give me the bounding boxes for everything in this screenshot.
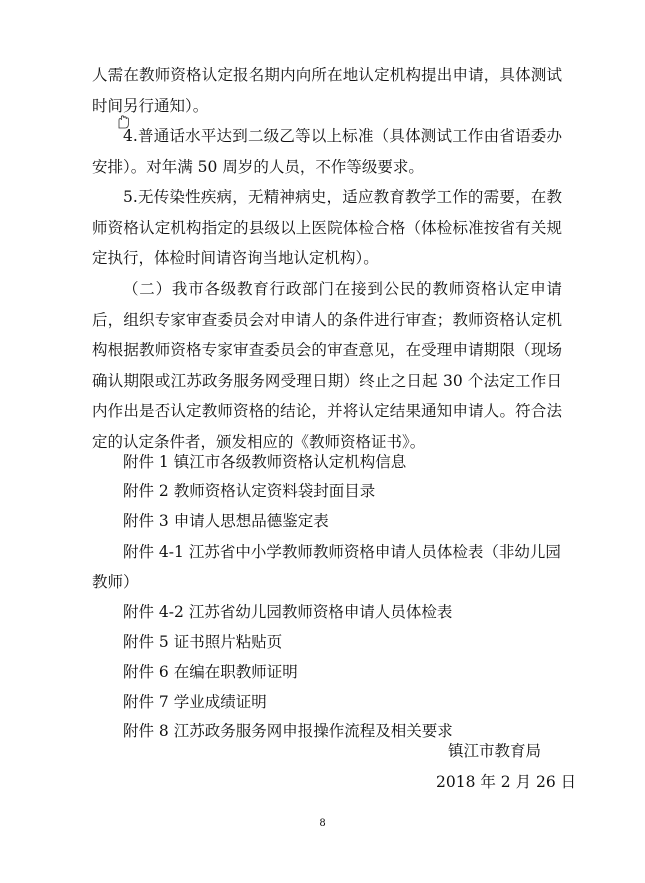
paragraph-health-requirement: 5.无传染性疾病，无精神病史，适应教育教学工作的需要，在教师资格认定机构指定的县级以上医院体检合格（体检标准按省有关规定执行，体检时间请咨询当地认定机构）。 — [92, 188, 562, 267]
attachment-item-2: 附件 2 教师资格认定资料袋封面目录 — [123, 482, 376, 500]
attachment-item-4-1: 附件 4-1 江苏省中小学教师教师资格申请人员体检表（非幼儿园教师） — [92, 543, 561, 591]
attachment-item-4-2: 附件 4-2 江苏省幼儿园教师资格申请人员体检表 — [123, 603, 453, 621]
signature-date: 2018 年 2 月 26 日 — [436, 773, 577, 791]
attachment-item-6: 附件 6 在编在职教师证明 — [123, 663, 298, 681]
attachment-item-3: 附件 3 申请人思想品德鉴定表 — [123, 512, 329, 530]
paragraph-review-process: （二）我市各级教育行政部门在接到公民的教师资格认定申请后，组织专家审查委员会对申请人的条件进行审查；教师资格认定机构根据教师资格专家审查委员会的审查意见，在受理申请期限（现场确认期限或江苏政务服务网受理日期）终止之日起 30 个法定工作日内作出是否认定教师资格的结论，并将认定结果通知申请人。符合法定的认定条件者，颁发相应的《教师资格证书》。 — [92, 280, 562, 451]
attachment-item-8: 附件 8 江苏政务服务网申报操作流程及相关要求 — [123, 722, 453, 740]
signature-organization: 镇江市教育局 — [448, 742, 542, 760]
page-number: 8 — [319, 818, 326, 829]
paragraph-mandarin-requirement: 4.普通话水平达到二级乙等以上标准（具体测试工作由省语委办安排）。对年满 50 周岁的人员，不作等级要求。 — [92, 127, 562, 176]
attachment-item-7: 附件 7 学业成绩证明 — [123, 693, 267, 711]
attachment-item-5: 附件 5 证书照片粘贴页 — [123, 633, 283, 651]
attachment-item-1: 附件 1 镇江市各级教师资格认定机构信息 — [123, 453, 407, 471]
paragraph-testing-notice: 人需在教师资格认定报名期内向所在地认定机构提出申请，具体测试时间另行通知）。 — [92, 66, 562, 115]
